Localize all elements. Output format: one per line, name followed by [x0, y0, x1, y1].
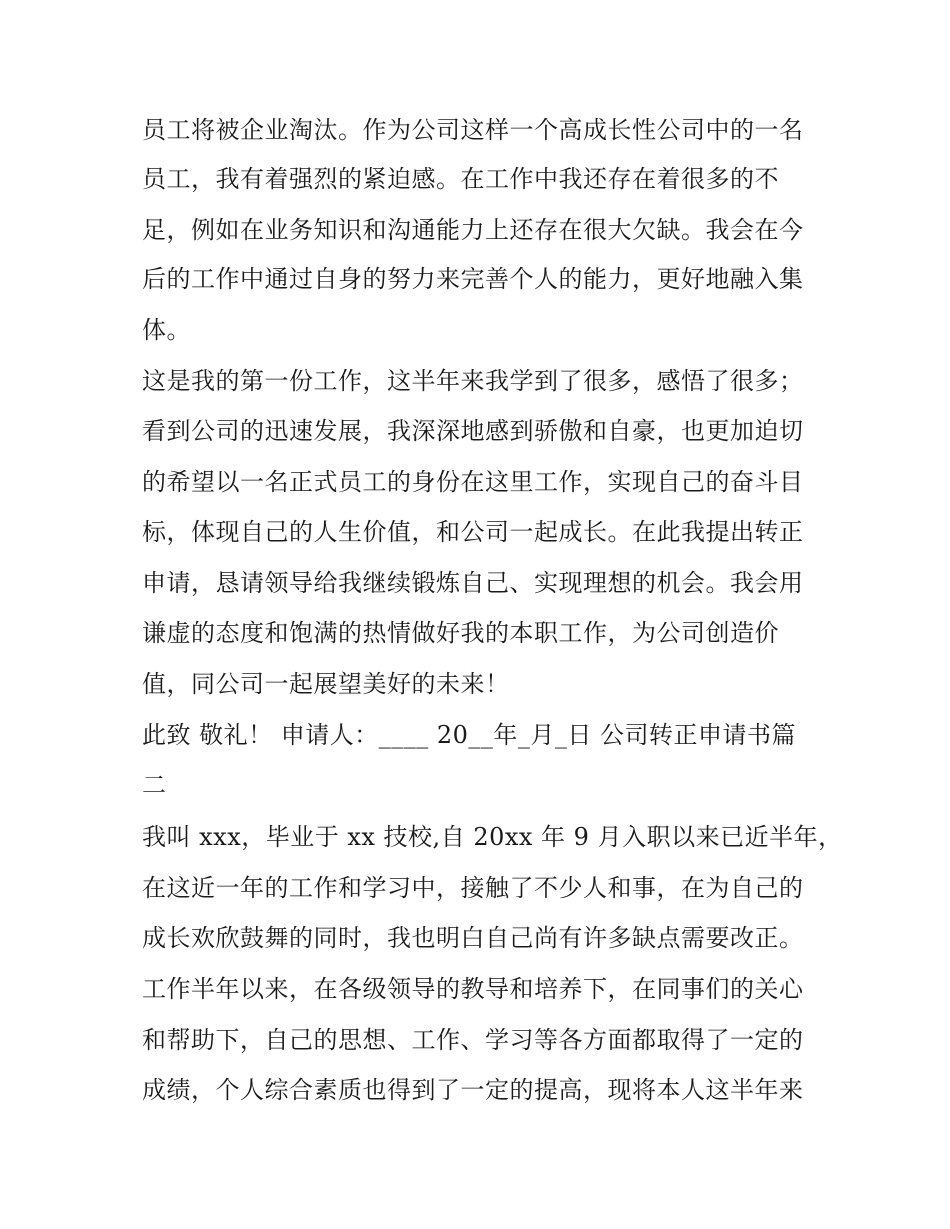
- text-line: 标，体现自己的人生价值，和公司一起成长。在此我提出转正: [142, 518, 804, 546]
- text-line: 二: [142, 771, 167, 799]
- text-line: 成绩，个人综合素质也得到了一定的提高，现将本人这半年来: [142, 1076, 804, 1104]
- text-line: 申请，恳请领导给我继续锻炼自己、实现理想的机会。我会用: [142, 569, 804, 597]
- text-line: 员工，我有着强烈的紧迫感。在工作中我还存在着很多的不: [142, 165, 779, 193]
- text-line: 工作半年以来，在各级领导的教导和培养下，在同事们的关心: [142, 975, 804, 1003]
- text-line: 这是我的第一份工作，这半年来我学到了很多，感悟了很多；: [142, 367, 804, 395]
- text-line: 员工将被企业淘汰。作为公司这样一个高成长性公司中的一名: [142, 116, 804, 144]
- text-line: 谦虚的态度和饱满的热情做好我的本职工作，为公司创造价: [142, 619, 779, 647]
- text-line: 的希望以一名正式员工的身份在这里工作，实现自己的奋斗目: [142, 468, 804, 496]
- text-line: 看到公司的迅速发展，我深深地感到骄傲和自豪，也更加迫切: [142, 417, 804, 445]
- text-line: 值，同公司一起展望美好的未来！: [142, 670, 510, 698]
- text-line: 体。: [142, 316, 191, 344]
- text-line: 足，例如在业务知识和沟通能力上还存在很大欠缺。我会在今: [142, 216, 804, 244]
- text-line: 我叫 xxx，毕业于 xx 技校,自 20xx 年 9 月入职以来已近半年，: [142, 823, 843, 851]
- text-line: 后的工作中通过自身的努力来完善个人的能力，更好地融入集: [142, 265, 804, 293]
- text-line: 和帮助下，自己的思想、工作、学习等各方面都取得了一定的: [142, 1026, 804, 1054]
- text-line: 在这近一年的工作和学习中，接触了不少人和事，在为自己的: [142, 874, 804, 902]
- text-line: 成长欢欣鼓舞的同时，我也明白自己尚有许多缺点需要改正。: [142, 924, 804, 952]
- text-line: 此致 敬礼！ 申请人：____ 20__年_月_日 公司转正申请书篇: [142, 721, 797, 749]
